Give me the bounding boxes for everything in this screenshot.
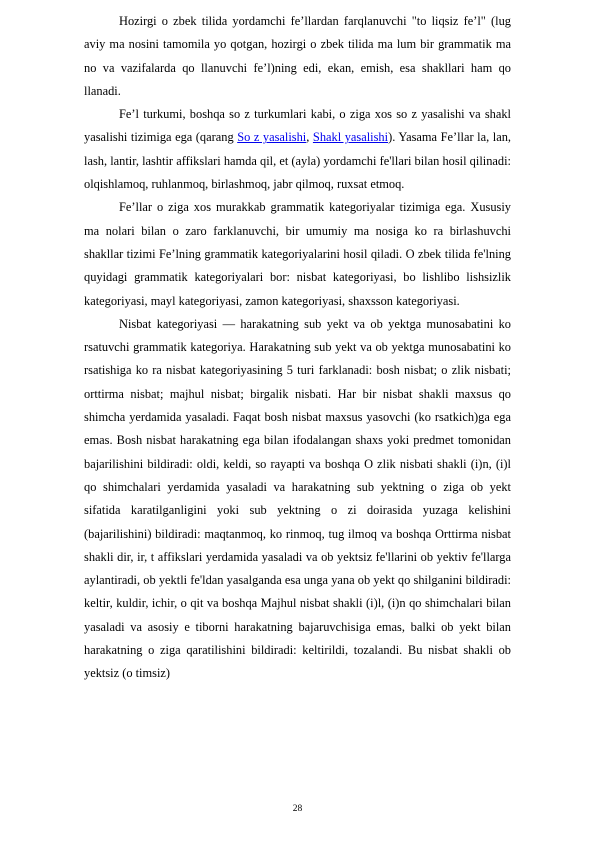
paragraph-text: ). Yasama Fe’llar la, lan, lash, lantir, lashtir affikslari hamda qil, et (ayla) yordamchi fe'llari bilan hosil qilinadi: olqishlamoq, ruhlanmoq, birlashmoq, jabr qilmoq, ruxsat etmoq. [84,130,511,192]
document-body [84,10,511,686]
link-shakl-yasalishi[interactable]: Shakl yasalishi [312,130,389,145]
paragraph-auxiliary-verbs: Hozirgi o zbek tilida yordamchi fe’llardan farqlanuvchi "to liqsiz fe’l" (lug aviy ma nosini tamomila yo qotgan, hozirgi o zbek tilida ma lum bir grammatik ma no va vazifalarda qo llanuvchi fe’l)ning edi, ekan, emish, esa shakllari ham qo llanadi. [84,14,511,98]
paragraph-voice-category: Nisbat kategoriyasi — harakatning sub yekt va ob yektga munosabatini ko rsatuvchi grammatik kategoriya. Harakatning sub yekt va ob yektga munosabatini ko rsatishiga ko ra nisbat kategoriyasining 5 turi farklanadi: bosh nisbat; o zlik nisbati; orttirma nisbat; majhul nisbat; birgalik nisbati. Har bir nisbat shakli maxsus qo shimcha yerdamida yasaladi. Faqat bosh nisbat maxsus yasovchi (ko rsatkich)ga ega emas. Bosh nisbat harakatning ega bilan ifodalangan shaxs yoki predmet tomonidan bajarilishini bildiradi: oldi, keldi, so rayapti va boshqa O zlik nisbati shakli (i)n, (i)l qo shimchalari yerdamida yasaladi va harakatning sub yektning o ziga ob yekt sifatida karatilganligini yoki sub yektning o zi doirasida yuzaga kelishini (bajarilishini) bildiradi: maqtanmoq, ko rinmoq, tug ilmoq va boshqa Orttirma nisbat shakli dir, ir, t affikslari yerdamida yasaladi va ob yektsiz fe'llarini ob yektiv fe'llarga aylantiradi, ob yektli fe'ldan yasalganda esa unga yana ob yekt qo shilganini bildiradi: keltir, kuldir, ichir, o qit va boshqa Majhul nisbat shakli (i)l, (i)n qo shimchalari bilan yasaladi va asosiy e tiborni harakatning bajaruvchisiga emas, balki ob yekt bilan harakatning o ziga qaratilishini bildiradi: keltirildi, tozalandi. Bu nisbat shakli ob yektsiz (o timsiz) [84,316,511,681]
paragraph-grammatical-categories: Fe’llar o ziga xos murakkab grammatik kategoriyalar tizimiga ega. Xususiy ma nolari bilan o zaro farklanuvchi, bir umumiy ma nosiga ko ra birlashuvchi shakllar tizimi Fe’lning grammatik kategoriyalarini hosil qiladi. O zbek tilida fe'lning quyidagi grammatik kategoriyalari bor: nisbat kategoriyasi, bo lishlibo lishsizlik kategoriyasi, mayl kategoriyasi, zamon kategoriyasi, shaxsson kategoriyasi. [84,200,511,308]
paragraph-text: Fe’l turkumi, boshqa so z turkumlari kabi, o ziga xos so z yasalishi va shakl yasalishi tizimiga ega (qarang [84,107,511,145]
page-number: 28 [292,804,303,814]
paragraph-word-formation [84,103,511,196]
link-soz-yasalishi[interactable]: So z yasalishi [237,130,307,145]
link-separator: , [306,130,313,145]
